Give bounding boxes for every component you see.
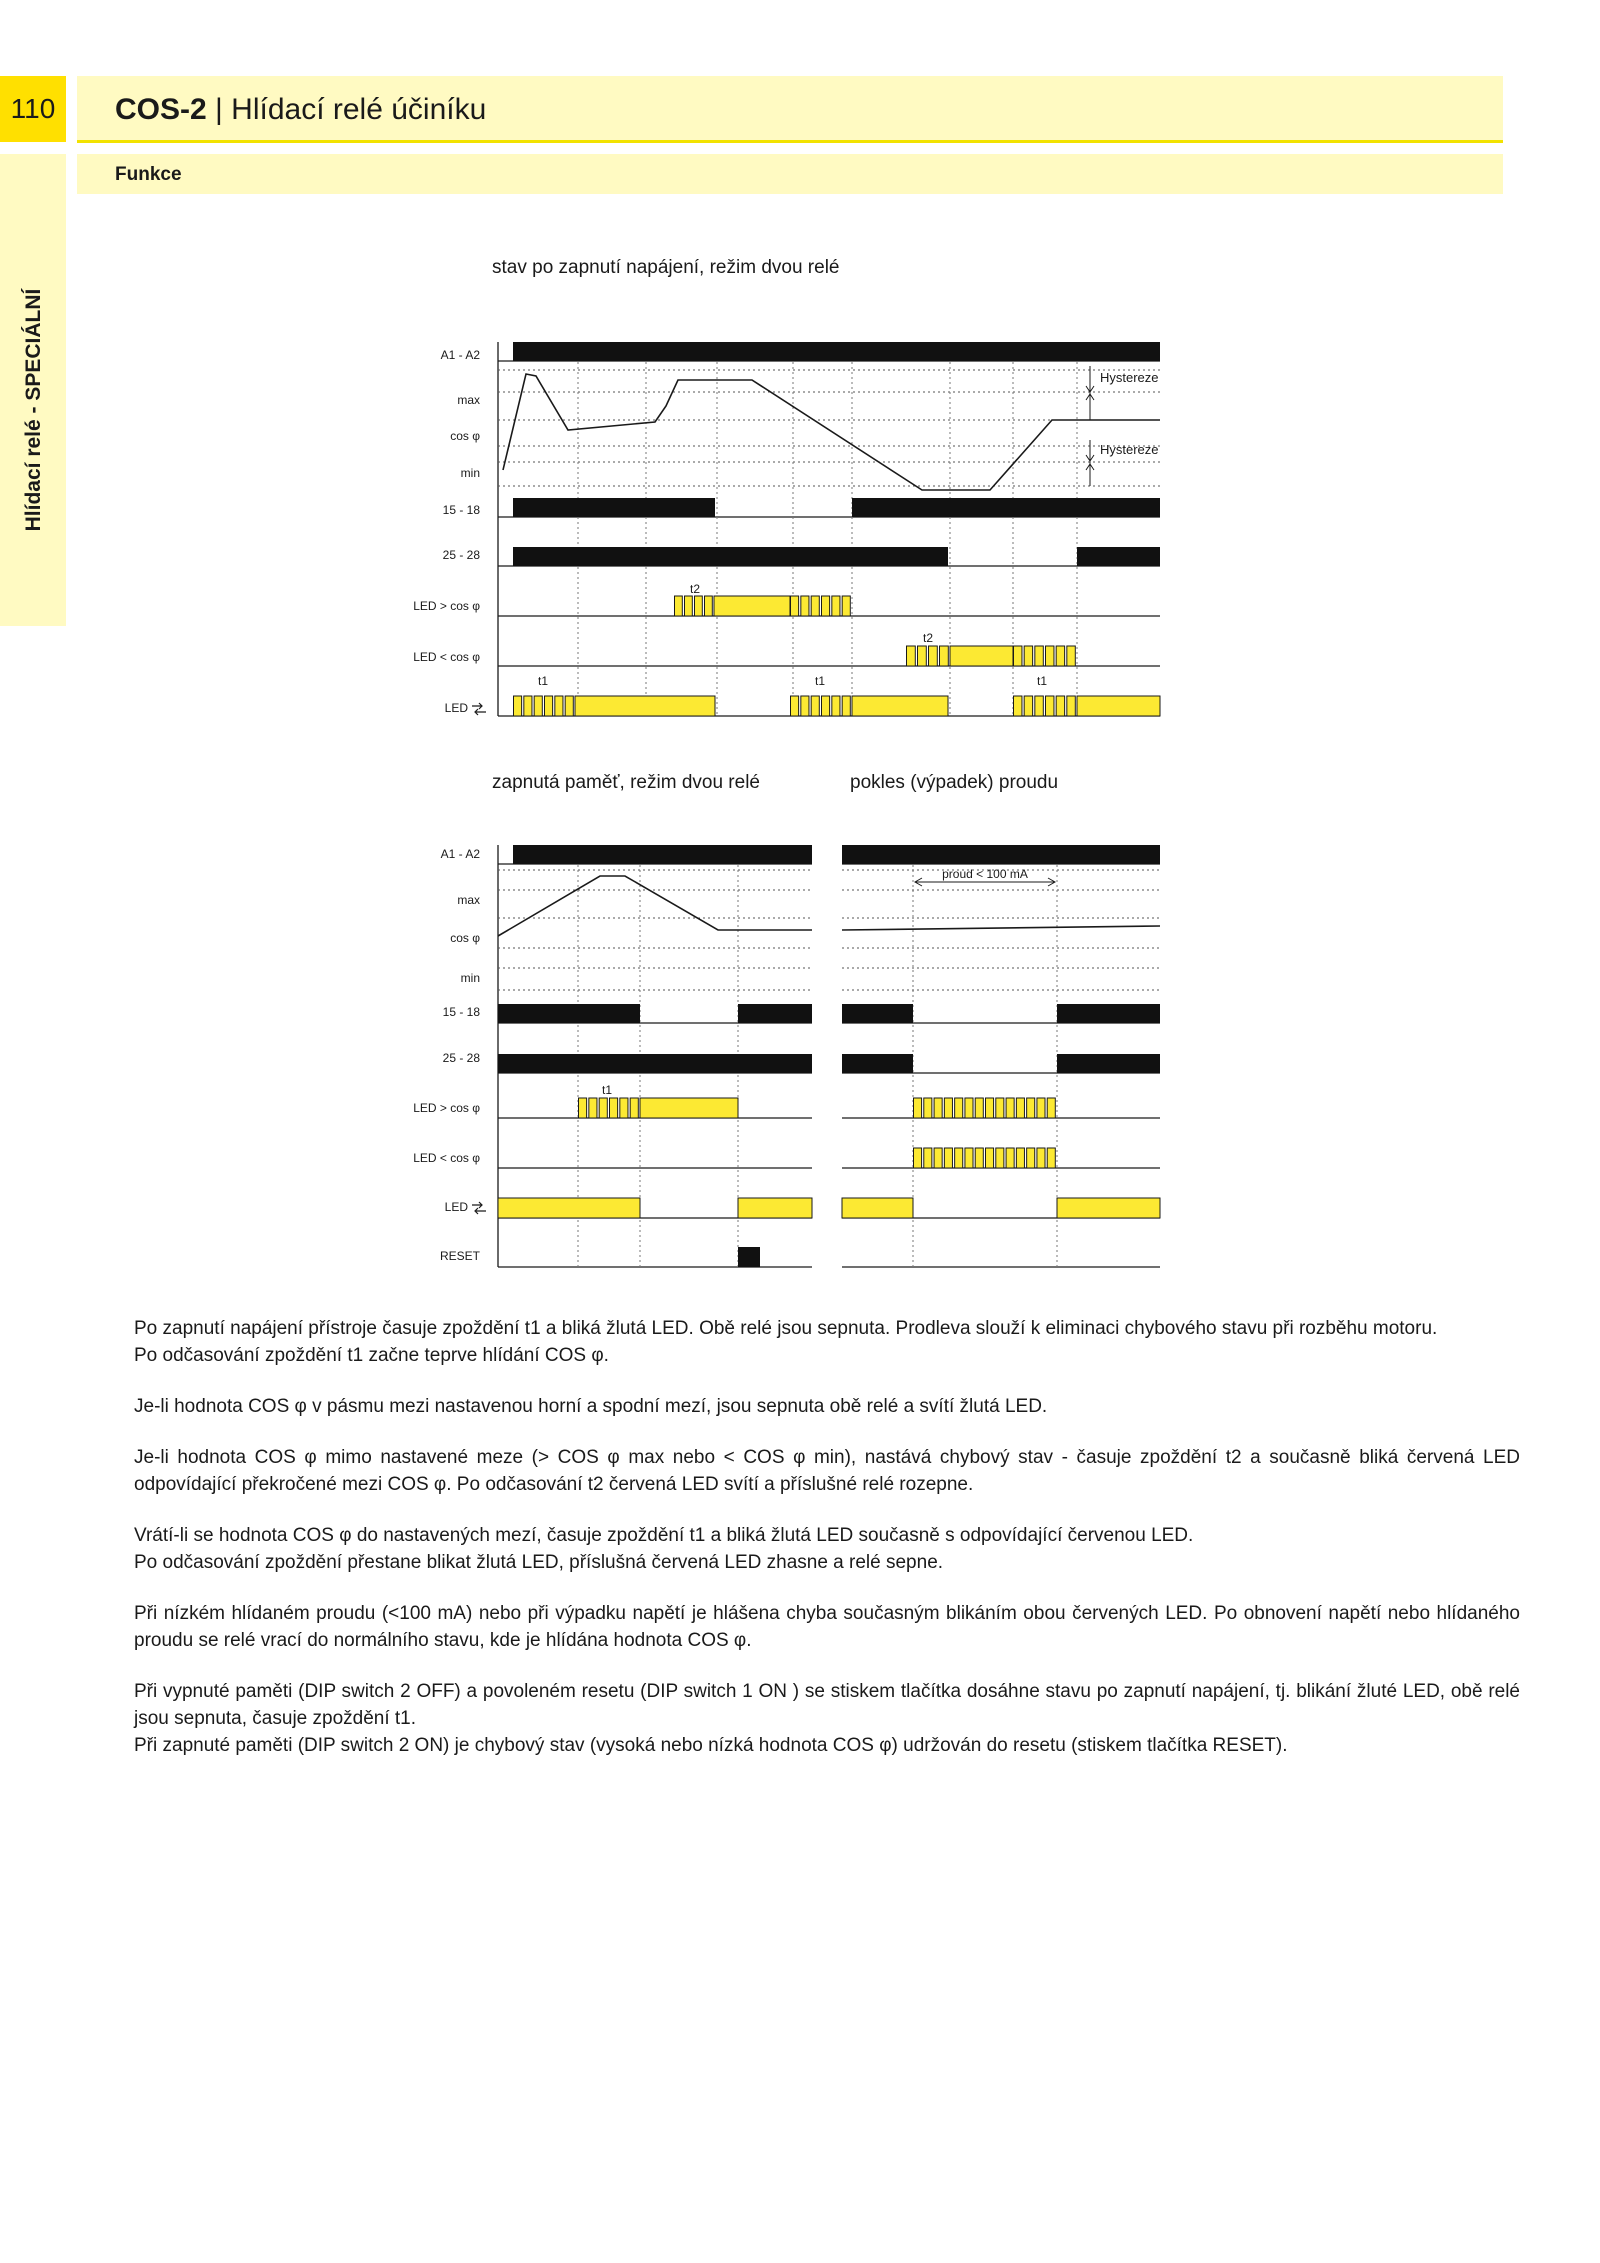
paragraph-6: [134, 1678, 1520, 1759]
led-gt-on-2: [640, 1098, 738, 1118]
led-gt-pulse: [705, 596, 713, 616]
title-separator: |: [206, 93, 232, 126]
bar-25-28-b: [1077, 547, 1160, 566]
label-25-28: 25 - 28: [442, 548, 480, 562]
led-lt-pulse-3: [1037, 1148, 1045, 1168]
led-gt-pulse-2: [579, 1098, 587, 1118]
led-lt-pulse-3: [975, 1148, 983, 1168]
hysteresis-label-lower: Hystereze: [1100, 442, 1159, 457]
led-lt-on: [950, 646, 1013, 666]
led-gt-pulse-2: [589, 1098, 597, 1118]
label-min-2: min: [460, 971, 480, 985]
led-gt-pulse-3: [944, 1098, 952, 1118]
bar-15-18-3b: [1057, 1004, 1160, 1023]
led-gt-pulse: [801, 596, 809, 616]
led-gt-pulse-3: [1037, 1098, 1045, 1118]
led-gt-pulse-3: [1006, 1098, 1014, 1118]
label-max: max: [457, 393, 480, 407]
led-gt-pulse: [832, 596, 840, 616]
led-gt-pulse: [822, 596, 830, 616]
p6-line-a: Při vypnuté paměti (DIP switch 2 OFF) a povoleném resetu (DIP switch 1 ON ) se stiskem tlačítka dosáhne stavu po zapnutí napájení, tj. blikání žluté LED, obě relé jsou sepnuta, časuje zpoždění t1.: [134, 1681, 1520, 1729]
led-sw-on: [852, 696, 948, 716]
label-t1-a: t1: [537, 674, 549, 688]
bar-15-18-2b: [738, 1004, 812, 1023]
p4-line-b: Po odčasování zpoždění přestane blikat žlutá LED, příslušná červená LED zhasne a relé sepne.: [134, 1552, 944, 1573]
label-t2-gt: t2: [689, 582, 701, 596]
label-t1-b: t1: [814, 674, 826, 688]
led-lt-pulse: [1046, 646, 1054, 666]
led-gt-pulse-3: [924, 1098, 932, 1118]
led-lt-pulse-3: [1006, 1148, 1014, 1168]
paragraph-1: [134, 1315, 1520, 1369]
led-sw-on-3: [1057, 1198, 1160, 1218]
led-lt-pulse: [1014, 646, 1022, 666]
paragraph-2: Je-li hodnota COS φ v pásmu mezi nastavenou horní a spodní mezí, jsou sepnuta obě relé a svítí žlutá LED.: [134, 1396, 1048, 1417]
led-gt-pulse-3: [996, 1098, 1004, 1118]
led-gt-pulse-2: [610, 1098, 618, 1118]
bar-15-18-3a: [842, 1004, 913, 1023]
led-gt-pulse: [675, 596, 683, 616]
product-name: COS-2: [115, 93, 207, 126]
led-lt-pulse: [1056, 646, 1064, 666]
side-tab-label: Hlídací relé - SPECIÁLNÍ: [22, 288, 45, 532]
led-lt-pulse-3: [924, 1148, 932, 1168]
led-gt-pulse-3: [934, 1098, 942, 1118]
led-sw-pulse: [1014, 696, 1022, 716]
bar-15-18-a: [513, 498, 715, 517]
label-t1-c: t1: [1036, 674, 1048, 688]
label-cos-2: cos φ: [450, 931, 480, 945]
label-reset: RESET: [439, 1249, 480, 1263]
reset-pulse: [738, 1247, 760, 1267]
led-sw-pulse: [1024, 696, 1032, 716]
led-lt-pulse-3: [986, 1148, 994, 1168]
label-led-gt: LED > cos φ: [413, 599, 480, 613]
hysteresis-label-upper: Hystereze: [1100, 370, 1159, 385]
page-number: 110: [0, 76, 66, 142]
led-sw-pulse: [534, 696, 542, 716]
current-note: proud < 100 mA: [942, 867, 1028, 881]
led-sw-pulse: [1035, 696, 1043, 716]
led-lt-pulse-3: [1016, 1148, 1024, 1168]
led-gt-pulse: [685, 596, 693, 616]
cos-curve: [503, 374, 1095, 490]
label-min: min: [460, 466, 480, 480]
led-lt-pulse-3: [955, 1148, 963, 1168]
p1-line-b: Po odčasování zpoždění t1 začne teprve hlídání COS φ.: [134, 1345, 609, 1366]
label-cos: cos φ: [450, 429, 480, 443]
label-t1-2: t1: [601, 1083, 613, 1097]
led-lt-pulse-3: [965, 1148, 973, 1168]
cos-curve-2: [498, 876, 812, 936]
led-lt-pulse: [1035, 646, 1043, 666]
led-gt-pulse-2: [599, 1098, 607, 1118]
label-max-2: max: [457, 893, 480, 907]
led-lt-pulse-3: [1027, 1148, 1035, 1168]
led-gt-pulse-2: [620, 1098, 628, 1118]
led-sw-on-3: [842, 1198, 913, 1218]
switch-icon: [472, 703, 486, 715]
led-sw-on-2: [738, 1198, 812, 1218]
bar-a1a2-3: [842, 845, 1160, 864]
led-sw-pulse: [524, 696, 532, 716]
led-gt-pulse-3: [986, 1098, 994, 1118]
led-gt-pulse-3: [1016, 1098, 1024, 1118]
led-gt-pulse-3: [914, 1098, 922, 1118]
led-gt-pulse-3: [955, 1098, 963, 1118]
bar-25-28-3b: [1057, 1054, 1160, 1073]
led-lt-pulse-3: [944, 1148, 952, 1168]
p6-line-b: Při zapnuté paměti (DIP switch 2 ON) je chybový stav (vysoká nebo nízká hodnota COS φ) udržován do resetu (stiskem tlačítka RESET).: [134, 1735, 1288, 1756]
led-sw-pulse: [811, 696, 819, 716]
led-sw-pulse: [822, 696, 830, 716]
led-sw-pulse: [842, 696, 850, 716]
led-sw-pulse: [545, 696, 553, 716]
led-sw-pulse: [514, 696, 522, 716]
led-sw-on-2: [498, 1198, 640, 1218]
led-sw-on: [575, 696, 715, 716]
led-gt-on: [714, 596, 790, 616]
led-gt-pulse: [811, 596, 819, 616]
led-sw-pulse: [1056, 696, 1064, 716]
led-sw-on: [1077, 696, 1160, 716]
paragraph-4: [134, 1522, 1520, 1576]
label-25-28-2: 25 - 28: [442, 1051, 480, 1065]
led-gt-pulse-3: [975, 1098, 983, 1118]
bar-25-28-3a: [842, 1054, 913, 1073]
label-a1a2: A1 - A2: [440, 348, 480, 362]
led-sw-pulse: [565, 696, 573, 716]
label-led-lt: LED < cos φ: [413, 650, 480, 664]
label-a1a2-2: A1 - A2: [440, 847, 480, 861]
label-led-2: LED: [444, 1200, 468, 1214]
diagram2-title: zapnutá paměť, režim dvou relé: [492, 772, 760, 793]
led-lt-pulse-3: [1047, 1148, 1055, 1168]
led-gt-pulse-2: [630, 1098, 638, 1118]
paragraph-5: Při nízkém hlídaném proudu (<100 mA) nebo při výpadku napětí je hlášena chyba současným blikáním obou červených LED. Po obnovení napětí nebo hlídaného proudu se relé vrací do normálního stavu, kde je hlídána hodnota COS φ.: [134, 1603, 1520, 1651]
led-lt-pulse-3: [934, 1148, 942, 1168]
bar-15-18-2a: [498, 1004, 640, 1023]
switch-icon: [472, 1202, 486, 1214]
led-lt-pulse: [1024, 646, 1032, 666]
label-led-lt-2: LED < cos φ: [413, 1151, 480, 1165]
led-sw-pulse: [1046, 696, 1054, 716]
description-text: [134, 1315, 1520, 1783]
led-gt-pulse-3: [1047, 1098, 1055, 1118]
led-gt-pulse: [842, 596, 850, 616]
led-sw-pulse: [1067, 696, 1075, 716]
led-lt-pulse: [1067, 646, 1075, 666]
label-15-18-2: 15 - 18: [442, 1005, 480, 1019]
label-led-gt-2: LED > cos φ: [413, 1101, 480, 1115]
bar-15-18-b: [852, 498, 1160, 517]
diagram1-title: stav po zapnutí napájení, režim dvou relé: [492, 257, 840, 278]
bar-a1a2: [513, 342, 1160, 361]
bar-25-28-a: [513, 547, 948, 566]
cos-curve-3: [842, 926, 1160, 930]
led-lt-pulse: [940, 646, 949, 666]
led-lt-pulse: [929, 646, 938, 666]
led-gt-pulse: [791, 596, 799, 616]
led-gt-pulse: [695, 596, 703, 616]
led-sw-pulse: [791, 696, 799, 716]
label-led: LED: [444, 701, 468, 715]
p4-line-a: Vrátí-li se hodnota COS φ do nastavených mezí, časuje zpoždění t1 a bliká žlutá LED současně s odpovídající červenou LED.: [134, 1525, 1194, 1546]
led-lt-pulse-3: [914, 1148, 922, 1168]
bar-a1a2-2: [513, 845, 812, 864]
label-15-18: 15 - 18: [442, 503, 480, 517]
led-sw-pulse: [555, 696, 563, 716]
led-gt-pulse-3: [965, 1098, 973, 1118]
diagram3-title: pokles (výpadek) proudu: [850, 772, 1059, 793]
led-lt-pulse-3: [996, 1148, 1004, 1168]
paragraph-3: Je-li hodnota COS φ mimo nastavené meze (> COS φ max nebo < COS φ min), nastává chybový stav - časuje zpoždění t2 a současně bliká červená LED odpovídající překročené mezi COS φ. Po odčasování t2 červená LED svítí a příslušné relé rozepne.: [134, 1447, 1520, 1495]
led-lt-pulse: [907, 646, 916, 666]
led-sw-pulse: [832, 696, 840, 716]
section-title: Funkce: [115, 164, 182, 185]
bar-25-28-2: [498, 1054, 812, 1073]
led-lt-pulse: [918, 646, 927, 666]
led-gt-pulse-3: [1027, 1098, 1035, 1118]
title-text: Hlídací relé účiníku: [231, 93, 487, 126]
p1-line-a: Po zapnutí napájení přístroje časuje zpoždění t1 a bliká žlutá LED. Obě relé jsou sepnuta. Prodleva slouží k eliminaci chybového stavu při rozběhu motoru.: [134, 1318, 1438, 1339]
label-t2-lt: t2: [922, 631, 934, 645]
led-sw-pulse: [801, 696, 809, 716]
